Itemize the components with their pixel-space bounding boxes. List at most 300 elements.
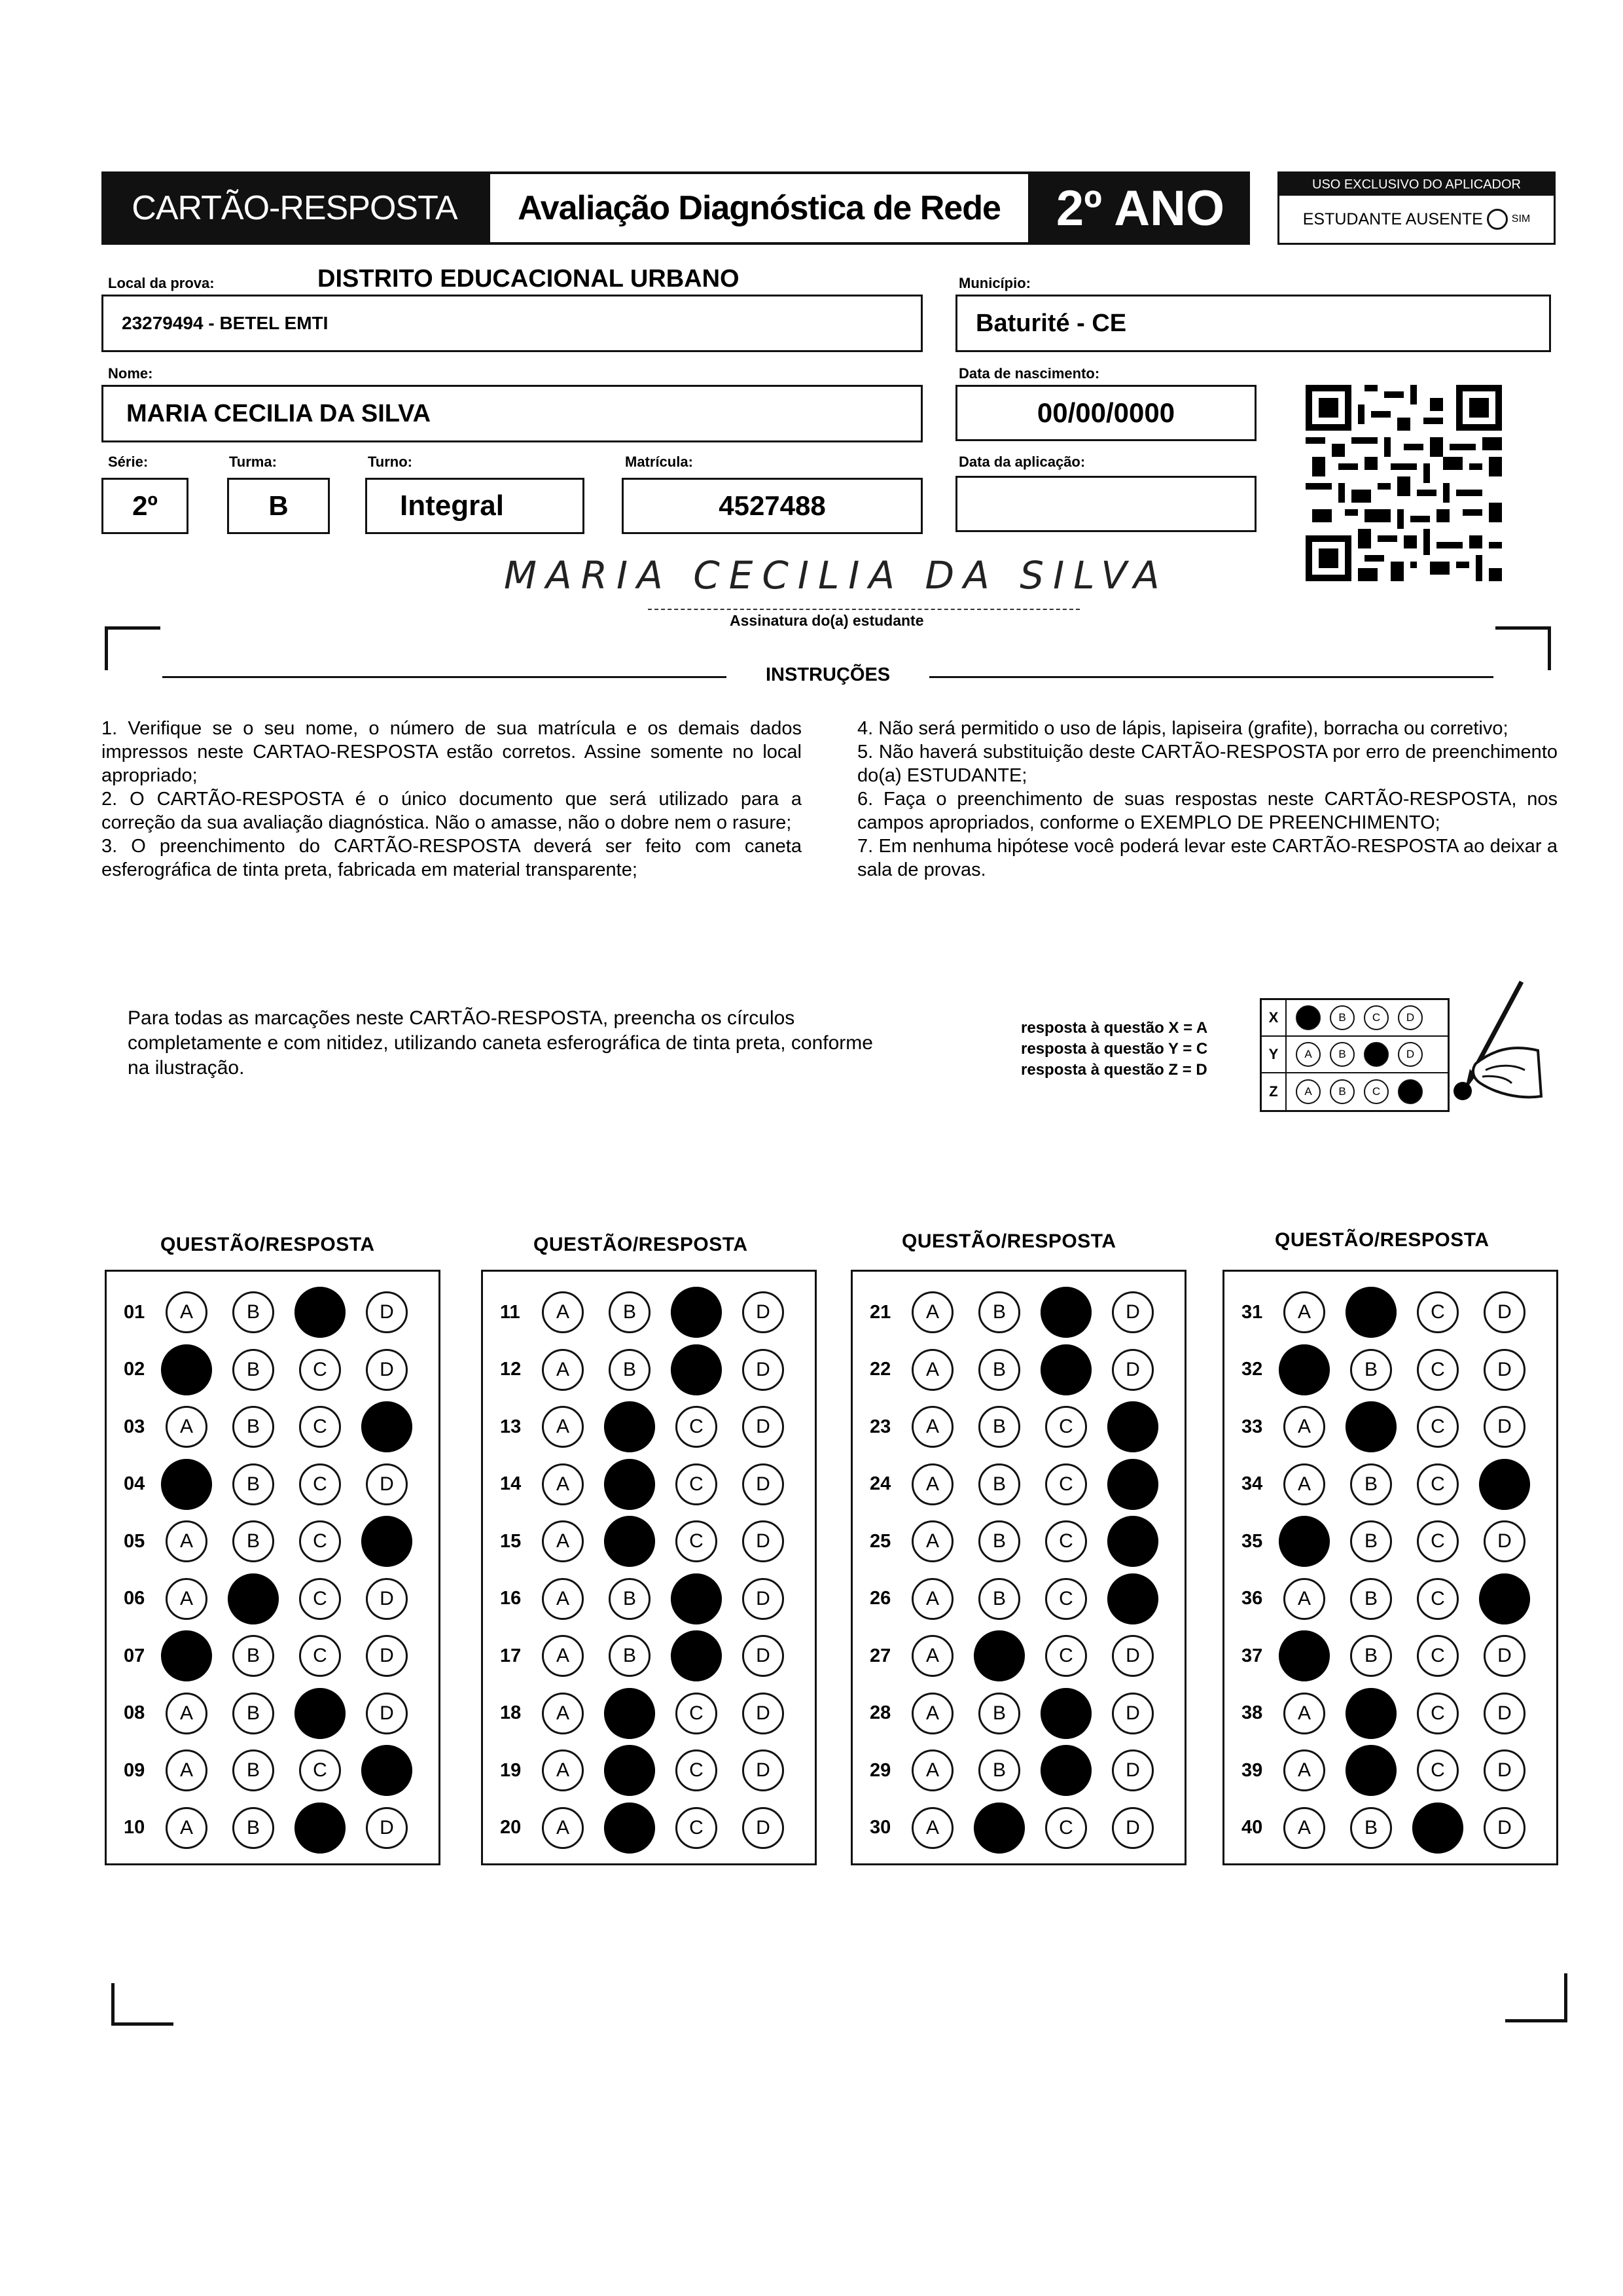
answer-bubble-d[interactable]: D (742, 1749, 784, 1791)
answer-bubble-c[interactable]: C (675, 1406, 717, 1448)
example-bubble (1364, 1042, 1389, 1067)
answer-column (105, 1270, 440, 1865)
answer-bubble-b[interactable]: B (1350, 1807, 1392, 1849)
aplicacao-label: Data da aplicação: (959, 454, 1086, 470)
answer-bubble-b[interactable]: B (232, 1693, 274, 1734)
question-number: 31 (1241, 1301, 1263, 1323)
example-bubble: B (1330, 1005, 1355, 1030)
answer-bubble-b[interactable] (1346, 1687, 1397, 1738)
answer-bubble-c[interactable] (294, 1802, 346, 1853)
answer-bubble-b[interactable] (604, 1745, 655, 1796)
example-bubble: C (1364, 1079, 1389, 1104)
qr-code (1306, 385, 1502, 581)
answer-bubble-b[interactable] (1346, 1745, 1397, 1796)
answer-column-title: QUESTÃO/RESPOSTA (160, 1234, 375, 1255)
grade-label: 2º ANO (1031, 171, 1250, 245)
answer-bubble-a[interactable]: A (166, 1520, 207, 1562)
answer-row (107, 1398, 433, 1456)
answer-bubble-c[interactable] (294, 1687, 346, 1738)
answer-bubble-b[interactable] (604, 1401, 655, 1452)
answer-column (481, 1270, 817, 1865)
answer-bubble-d[interactable]: D (366, 1349, 408, 1391)
answer-bubble-c[interactable]: C (1417, 1349, 1459, 1391)
instruction-item: 7. Em nenhuma hipótese você poderá levar este CARTÃO-RESPOSTA ao deixar a sala de provas. (857, 836, 1558, 880)
municipio-label: Município: (959, 275, 1031, 291)
answer-bubble-b[interactable] (974, 1802, 1025, 1853)
answer-bubble-d[interactable]: D (366, 1635, 408, 1677)
answer-bubble-d[interactable]: D (366, 1291, 408, 1333)
applicator-box (1277, 171, 1556, 245)
answer-bubble-d[interactable] (361, 1401, 412, 1452)
question-number: 02 (124, 1359, 145, 1380)
answer-bubble-d[interactable]: D (1484, 1349, 1525, 1391)
answer-bubble-b[interactable]: B (232, 1349, 274, 1391)
answer-bubble-d[interactable]: D (742, 1693, 784, 1734)
signature-line (648, 609, 1080, 610)
answer-bubble-c[interactable] (1412, 1802, 1463, 1853)
instructions-rule-left (162, 676, 726, 678)
answer-bubble-a[interactable]: A (912, 1291, 954, 1333)
instruction-item: 3. O preenchimento do CARTÃO-RESPOSTA deverá ser feito com caneta esferográfica de tinta preta, fabricada em material transparente; (101, 836, 802, 880)
answer-bubble-a[interactable] (1279, 1516, 1330, 1567)
answer-bubble-c[interactable]: C (299, 1578, 341, 1620)
answer-bubble-d[interactable]: D (1112, 1749, 1154, 1791)
answer-bubble-b[interactable]: B (232, 1807, 274, 1849)
answer-column-title: QUESTÃO/RESPOSTA (1275, 1229, 1489, 1251)
answer-bubble-d[interactable]: D (1484, 1807, 1525, 1849)
answer-bubble-b[interactable]: B (978, 1520, 1020, 1562)
answer-row (853, 1685, 1179, 1742)
answer-bubble-a[interactable]: A (166, 1406, 207, 1448)
local-label: Local da prova: (108, 275, 215, 291)
answer-row (853, 1341, 1179, 1399)
answer-row (1224, 1341, 1550, 1399)
answer-bubble-a[interactable]: A (912, 1349, 954, 1391)
answer-bubble-a[interactable]: A (912, 1693, 954, 1734)
answer-bubble-c[interactable]: C (1417, 1578, 1459, 1620)
example-legend-item: resposta à questão Y = C (1021, 1040, 1208, 1058)
answer-bubble-a[interactable]: A (166, 1693, 207, 1734)
answer-bubble-d[interactable]: D (1484, 1520, 1525, 1562)
turma-value: B (268, 490, 289, 521)
instruction-item: 1. Verifique se o seu nome, o número de sua matrícula e os demais dados impressos neste CARTAO-RESPOSTA estão corretos. Assine somente no local apropriado; (101, 718, 802, 786)
answer-row (1224, 1570, 1550, 1628)
question-number: 04 (124, 1473, 145, 1494)
answer-row (107, 1283, 433, 1341)
answer-row (853, 1398, 1179, 1456)
answer-bubble-c[interactable]: C (299, 1349, 341, 1391)
answer-bubble-a[interactable]: A (912, 1578, 954, 1620)
answer-bubble-a[interactable]: A (912, 1520, 954, 1562)
matricula-field (622, 478, 923, 534)
hand-with-pen-icon (1407, 978, 1544, 1109)
question-number: 25 (870, 1530, 891, 1552)
answer-row (483, 1570, 809, 1628)
answer-bubble-d[interactable]: D (742, 1520, 784, 1562)
answer-bubble-a[interactable]: A (542, 1693, 584, 1734)
answer-bubble-d[interactable]: D (366, 1463, 408, 1505)
example-bubble: B (1330, 1042, 1355, 1067)
answer-bubble-b[interactable] (604, 1516, 655, 1567)
corner-mark-bottom-right (1505, 1973, 1567, 2022)
answer-bubble-a[interactable]: A (1283, 1807, 1325, 1849)
answer-bubble-d[interactable] (361, 1516, 412, 1567)
answer-bubble-c[interactable]: C (1417, 1406, 1459, 1448)
answer-bubble-b[interactable] (604, 1802, 655, 1853)
municipio-field (955, 295, 1551, 352)
example-bubble: B (1330, 1079, 1355, 1104)
answer-bubble-b[interactable]: B (978, 1463, 1020, 1505)
answer-bubble-b[interactable]: B (609, 1635, 651, 1677)
answer-row (107, 1341, 433, 1399)
answer-bubble-a[interactable] (1279, 1344, 1330, 1395)
answer-bubble-a[interactable]: A (1283, 1749, 1325, 1791)
question-number: 35 (1241, 1530, 1263, 1552)
answer-row (1224, 1513, 1550, 1570)
answer-bubble-a[interactable]: A (1283, 1693, 1325, 1734)
answer-bubble-c[interactable]: C (1417, 1520, 1459, 1562)
answer-bubble-b[interactable]: B (978, 1578, 1020, 1620)
answer-bubble-a[interactable]: A (166, 1291, 207, 1333)
answer-row (853, 1799, 1179, 1857)
question-number: 11 (500, 1301, 520, 1323)
answer-bubble-d[interactable]: D (1112, 1807, 1154, 1849)
answer-bubble-b[interactable]: B (978, 1291, 1020, 1333)
question-number: 23 (870, 1416, 891, 1437)
question-number: 15 (500, 1530, 522, 1552)
answer-column (1222, 1270, 1558, 1865)
answer-bubble-a[interactable]: A (542, 1520, 584, 1562)
question-number: 08 (124, 1702, 145, 1723)
answer-bubble-a[interactable]: A (1283, 1291, 1325, 1333)
answer-bubble-c[interactable] (1041, 1687, 1092, 1738)
answer-bubble-c[interactable]: C (1045, 1635, 1087, 1677)
answer-bubble-d[interactable]: D (366, 1693, 408, 1734)
answer-row (107, 1742, 433, 1799)
answer-bubble-c[interactable]: C (675, 1463, 717, 1505)
corner-mark-bottom-left (111, 1983, 173, 2026)
answer-bubble-c[interactable] (671, 1573, 722, 1624)
answer-row (107, 1570, 433, 1628)
answer-row (853, 1283, 1179, 1341)
answer-column-title: QUESTÃO/RESPOSTA (533, 1234, 748, 1255)
example-bubble: A (1296, 1079, 1321, 1104)
answer-bubble-a[interactable]: A (542, 1749, 584, 1791)
answer-bubble-c[interactable]: C (1045, 1807, 1087, 1849)
answer-row (853, 1513, 1179, 1570)
answer-row (1224, 1685, 1550, 1742)
card-label: CARTÃO-RESPOSTA (101, 171, 488, 245)
answer-bubble-b[interactable]: B (978, 1749, 1020, 1791)
local-value: DISTRITO EDUCACIONAL URBANO (317, 265, 740, 293)
question-number: 22 (870, 1359, 891, 1380)
answer-row (483, 1513, 809, 1570)
aplicacao-field[interactable] (955, 476, 1257, 532)
signature-label: Assinatura do(a) estudante (730, 612, 924, 629)
question-number: 01 (124, 1301, 145, 1323)
nascimento-field (955, 385, 1257, 441)
answer-row (483, 1456, 809, 1513)
turma-label: Turma: (229, 454, 277, 470)
answer-row (1224, 1456, 1550, 1513)
answer-bubble-b[interactable]: B (609, 1578, 651, 1620)
instructions-right (857, 717, 1558, 882)
answer-bubble-a[interactable] (161, 1630, 212, 1681)
answer-bubble-c[interactable] (294, 1287, 346, 1338)
answer-row (853, 1742, 1179, 1799)
answer-bubble-a[interactable]: A (1283, 1406, 1325, 1448)
answer-row (483, 1398, 809, 1456)
answer-bubble-c[interactable]: C (675, 1749, 717, 1791)
answer-row (107, 1513, 433, 1570)
answer-bubble-d[interactable]: D (1484, 1635, 1525, 1677)
handwritten-signature: MARIA CECILIA DA SILVA (504, 553, 1169, 598)
answer-bubble-c[interactable]: C (299, 1635, 341, 1677)
answer-bubble-c[interactable]: C (1045, 1578, 1087, 1620)
absent-label: ESTUDANTE AUSENTE (1302, 209, 1483, 228)
answer-bubble-d[interactable]: D (366, 1578, 408, 1620)
matricula-label: Matrícula: (625, 454, 693, 470)
answer-bubble-d[interactable]: D (742, 1349, 784, 1391)
answer-bubble-c[interactable]: C (1417, 1693, 1459, 1734)
answer-row (1224, 1398, 1550, 1456)
corner-mark-top-right (1495, 626, 1551, 670)
answer-bubble-d[interactable] (1107, 1516, 1158, 1567)
answer-bubble-b[interactable]: B (978, 1406, 1020, 1448)
question-number: 21 (870, 1301, 891, 1323)
answer-bubble-c[interactable]: C (675, 1693, 717, 1734)
answer-bubble-c[interactable]: C (1417, 1463, 1459, 1505)
example-question-label: X (1262, 1000, 1287, 1035)
question-number: 30 (870, 1817, 891, 1838)
answer-row (483, 1742, 809, 1799)
answer-bubble-b[interactable] (974, 1630, 1025, 1681)
answer-bubble-a[interactable]: A (1283, 1463, 1325, 1505)
municipio-value: Baturité - CE (976, 309, 1127, 337)
answer-bubble-b[interactable]: B (232, 1520, 274, 1562)
question-number: 20 (500, 1817, 522, 1838)
nome-field (101, 385, 923, 442)
answer-bubble-a[interactable]: A (912, 1807, 954, 1849)
question-number: 18 (500, 1702, 522, 1723)
question-number: 34 (1241, 1473, 1263, 1494)
answer-bubble-a[interactable]: A (542, 1406, 584, 1448)
answer-bubble-b[interactable]: B (232, 1406, 274, 1448)
answer-column-title: QUESTÃO/RESPOSTA (902, 1230, 1116, 1252)
answer-row (1224, 1627, 1550, 1685)
answer-bubble-a[interactable]: A (542, 1578, 584, 1620)
question-number: 05 (124, 1530, 145, 1552)
answer-bubble-c[interactable]: C (299, 1520, 341, 1562)
serie-field (101, 478, 188, 534)
nome-label: Nome: (108, 365, 153, 382)
question-number: 10 (124, 1817, 145, 1838)
answer-bubble-d[interactable]: D (1112, 1291, 1154, 1333)
answer-bubble-a[interactable] (161, 1458, 212, 1509)
answer-bubble-a[interactable]: A (166, 1578, 207, 1620)
answer-bubble-b[interactable]: B (232, 1291, 274, 1333)
answer-bubble-c[interactable] (1041, 1344, 1092, 1395)
answer-row (107, 1627, 433, 1685)
fill-instructions: Para todas as marcações neste CARTÃO-RESPOSTA, preencha os círculos completamente e com nitidez, utilizando caneta esferográfica de tinta preta, conforme na ilustração. (128, 1007, 873, 1079)
answer-row (483, 1341, 809, 1399)
example-question-label: Y (1262, 1037, 1287, 1072)
answer-row (483, 1627, 809, 1685)
question-number: 17 (500, 1645, 522, 1666)
answer-bubble-d[interactable] (1107, 1573, 1158, 1624)
answer-bubble-c[interactable]: C (1045, 1406, 1087, 1448)
absent-bubble[interactable] (1487, 209, 1508, 230)
instructions-rule-right (929, 676, 1493, 678)
answer-bubble-b[interactable]: B (232, 1749, 274, 1791)
answer-bubble-d[interactable]: D (742, 1807, 784, 1849)
answer-bubble-a[interactable] (1279, 1630, 1330, 1681)
question-number: 28 (870, 1702, 891, 1723)
question-number: 38 (1241, 1702, 1263, 1723)
answer-row (1224, 1283, 1550, 1341)
question-number: 26 (870, 1588, 891, 1609)
question-number: 03 (124, 1416, 145, 1437)
instruction-item: 5. Não haverá substituição deste CARTÃO-RESPOSTA por erro de preenchimento do(a) ESTUDANTE; (857, 742, 1558, 786)
answer-bubble-d[interactable]: D (1484, 1693, 1525, 1734)
exam-title: Avaliação Diagnóstica de Rede (488, 171, 1031, 245)
answer-bubble-d[interactable]: D (742, 1406, 784, 1448)
answer-bubble-b[interactable] (228, 1573, 279, 1624)
answer-bubble-d[interactable]: D (1484, 1291, 1525, 1333)
answer-row (1224, 1799, 1550, 1857)
answer-bubble-b[interactable]: B (609, 1349, 651, 1391)
answer-bubble-b[interactable]: B (609, 1291, 651, 1333)
answer-bubble-c[interactable]: C (675, 1520, 717, 1562)
answer-bubble-a[interactable]: A (542, 1349, 584, 1391)
absent-option[interactable] (1279, 196, 1554, 243)
answer-bubble-b[interactable]: B (232, 1635, 274, 1677)
answer-bubble-d[interactable]: D (366, 1807, 408, 1849)
example-legend (1021, 1018, 1207, 1081)
answer-bubble-a[interactable]: A (1283, 1578, 1325, 1620)
answer-bubble-d[interactable]: D (1112, 1635, 1154, 1677)
turno-label: Turno: (368, 454, 413, 470)
answer-bubble-a[interactable] (161, 1344, 212, 1395)
answer-bubble-d[interactable]: D (1112, 1693, 1154, 1734)
question-number: 16 (500, 1588, 522, 1609)
corner-mark-top-left (105, 626, 160, 670)
answer-bubble-c[interactable]: C (299, 1406, 341, 1448)
answer-bubble-d[interactable]: D (1484, 1749, 1525, 1791)
nascimento-value: 00/00/0000 (1037, 397, 1175, 428)
answer-bubble-c[interactable]: C (299, 1749, 341, 1791)
answer-bubble-c[interactable] (671, 1287, 722, 1338)
example-bubble (1296, 1005, 1321, 1030)
question-number: 13 (500, 1416, 522, 1437)
answer-bubble-b[interactable]: B (978, 1349, 1020, 1391)
instruction-item: 6. Faça o preenchimento de suas respostas neste CARTÃO-RESPOSTA, nos campos apropriados, conforme o EXEMPLO DE PREENCHIMENTO; (857, 789, 1558, 833)
answer-bubble-c[interactable] (671, 1630, 722, 1681)
nome-value: MARIA CECILIA DA SILVA (126, 399, 431, 427)
answer-bubble-a[interactable]: A (912, 1635, 954, 1677)
question-number: 14 (500, 1473, 522, 1494)
answer-bubble-b[interactable]: B (1350, 1463, 1392, 1505)
answer-bubble-d[interactable]: D (742, 1635, 784, 1677)
answer-bubble-d[interactable]: D (1484, 1406, 1525, 1448)
answer-bubble-c[interactable]: C (1417, 1749, 1459, 1791)
example-bubble: C (1364, 1005, 1389, 1030)
answer-row (107, 1799, 433, 1857)
answer-bubble-c[interactable]: C (675, 1807, 717, 1849)
answer-bubble-a[interactable]: A (542, 1463, 584, 1505)
example-bubble: D (1398, 1005, 1423, 1030)
instruction-item: 2. O CARTÃO-RESPOSTA é o único documento que será utilizado para a correção da sua avaliação diagnóstica. Não o amasse, não o dobre nem o rasure; (101, 789, 802, 833)
answer-bubble-d[interactable] (1107, 1401, 1158, 1452)
answer-bubble-d[interactable]: D (742, 1291, 784, 1333)
answer-bubble-a[interactable]: A (542, 1291, 584, 1333)
serie-label: Série: (108, 454, 149, 470)
instructions-title: INSTRUÇÕES (766, 664, 891, 685)
answer-bubble-c[interactable] (1041, 1287, 1092, 1338)
answer-row (483, 1799, 809, 1857)
answer-bubble-b[interactable] (604, 1458, 655, 1509)
question-number: 24 (870, 1473, 891, 1494)
answer-bubble-b[interactable]: B (1350, 1578, 1392, 1620)
question-number: 39 (1241, 1759, 1263, 1781)
answer-bubble-a[interactable]: A (912, 1463, 954, 1505)
answer-bubble-c[interactable] (671, 1344, 722, 1395)
answer-bubble-d[interactable] (1479, 1573, 1530, 1624)
answer-bubble-d[interactable]: D (1112, 1349, 1154, 1391)
answer-bubble-d[interactable] (1107, 1458, 1158, 1509)
instructions-left (101, 717, 802, 882)
school-value: 23279494 - BETEL EMTI (122, 313, 329, 333)
answer-bubble-c[interactable]: C (1417, 1291, 1459, 1333)
answer-bubble-a[interactable]: A (166, 1749, 207, 1791)
answer-bubble-b[interactable]: B (978, 1693, 1020, 1734)
instruction-item: 4. Não será permitido o uso de lápis, lapiseira (grafite), borracha ou corretivo; (857, 718, 1508, 739)
answer-bubble-b[interactable]: B (1350, 1520, 1392, 1562)
answer-bubble-a[interactable]: A (912, 1749, 954, 1791)
answer-bubble-d[interactable]: D (742, 1463, 784, 1505)
answer-column (851, 1270, 1186, 1865)
question-number: 19 (500, 1759, 522, 1781)
answer-bubble-c[interactable]: C (1045, 1463, 1087, 1505)
answer-bubble-d[interactable] (1479, 1458, 1530, 1509)
answer-bubble-b[interactable] (604, 1687, 655, 1738)
answer-bubble-b[interactable] (1346, 1287, 1397, 1338)
question-number: 27 (870, 1645, 891, 1666)
school-field (101, 295, 923, 352)
answer-bubble-a[interactable]: A (542, 1807, 584, 1849)
question-number: 36 (1241, 1588, 1263, 1609)
answer-bubble-c[interactable] (1041, 1745, 1092, 1796)
answer-bubble-c[interactable]: C (299, 1463, 341, 1505)
answer-bubble-b[interactable]: B (1350, 1635, 1392, 1677)
answer-bubble-a[interactable]: A (912, 1406, 954, 1448)
answer-bubble-b[interactable]: B (1350, 1349, 1392, 1391)
answer-bubble-a[interactable]: A (166, 1807, 207, 1849)
answer-bubble-c[interactable]: C (1417, 1635, 1459, 1677)
answer-row (853, 1570, 1179, 1628)
answer-bubble-b[interactable] (1346, 1401, 1397, 1452)
answer-bubble-d[interactable] (361, 1745, 412, 1796)
example-legend-item: resposta à questão Z = D (1021, 1061, 1207, 1079)
nascimento-label: Data de nascimento: (959, 365, 1100, 382)
turno-field (365, 478, 584, 534)
answer-bubble-b[interactable]: B (232, 1463, 274, 1505)
answer-bubble-a[interactable]: A (542, 1635, 584, 1677)
answer-row (107, 1685, 433, 1742)
answer-bubble-c[interactable]: C (1045, 1520, 1087, 1562)
answer-bubble-d[interactable]: D (742, 1578, 784, 1620)
question-number: 07 (124, 1645, 145, 1666)
